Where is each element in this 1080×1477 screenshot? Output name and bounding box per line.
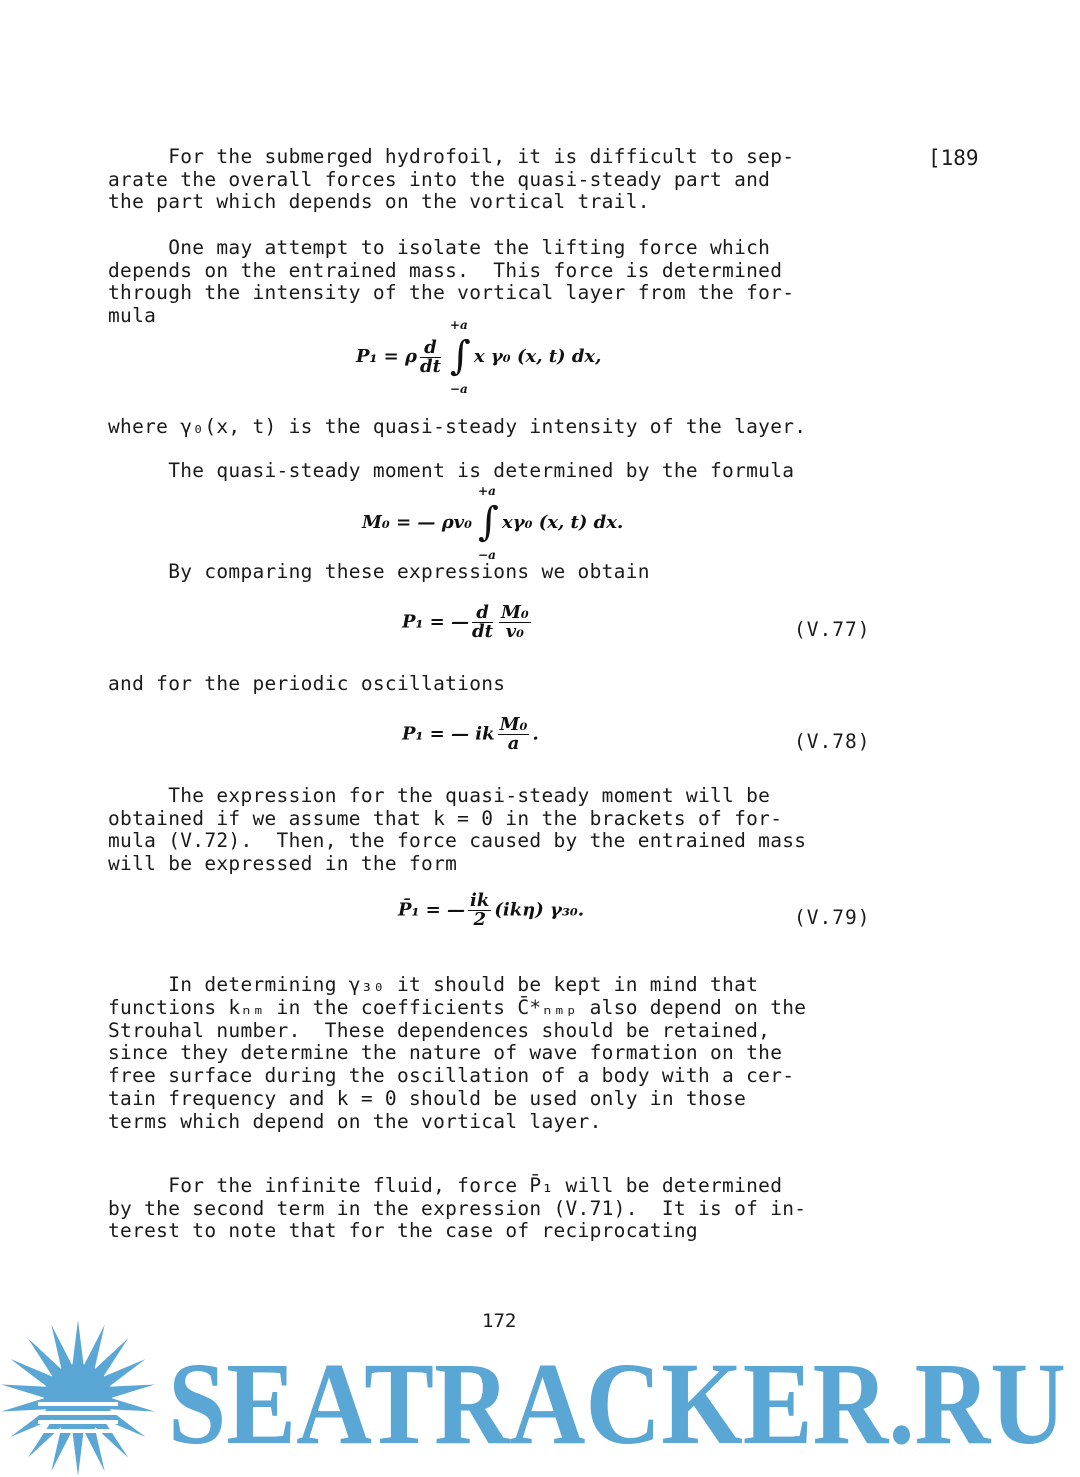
numerator: d [472,604,493,623]
formula-lhs: P₁ = — [402,611,470,633]
integrand: x γ₀ (x, t) dx, [473,346,602,367]
formula-lhs: M₀ = — ρv₀ [362,512,473,533]
formula-lhs: P₁ = — ik [402,723,495,745]
watermark-text: SEATRACKER.RU [168,1338,1066,1469]
upper-limit: +a [449,318,468,332]
integral-sign: +a ∫ −a [449,318,471,396]
equation-number-v77: (V.77) [794,618,871,641]
lower-limit: −a [478,548,496,562]
margin-page-reference: [189 [928,146,979,170]
fraction-1 [472,604,493,641]
numerator: d [420,339,441,358]
fraction [468,892,491,929]
integral-sign: +a ∫ −a [478,484,499,562]
paragraph-7: The expression for the quasi-steady moment will be obtained if we assume that k = 0 in the brackets of for- mula (V.72). Then, the force caused by the entrained mass will be expressed in the form [108,784,807,875]
paragraph-8: In determining γ₃₀ it should be kept in mind that functions kₙₘ in the coefficients C̄*ₙₘₚ also depend on the Strouhal number. These dependences should be retained, since they determine the nature of wave formation on the free surface during the oscillation of a body with a cer- tain frequency and k = 0 should be used only in those terms which depend on the vortical layer. [108,973,807,1133]
equation-number-v78: (V.78) [794,730,871,753]
denominator: dt [472,621,493,642]
formula-v77 [402,604,534,641]
denominator: a [507,733,520,754]
formula-lhs: P̄₁ = — [398,899,466,921]
formula-tail: (ikη) γ₃₀. [494,899,584,921]
paragraph-6: and for the periodic oscillations [108,672,506,695]
denominator: dt [420,355,441,377]
integrand: xγ₀ (x, t) dx. [502,512,624,533]
page-number: 172 [482,1310,517,1332]
lower-limit: −a [449,382,468,396]
numerator: M₀ [500,602,529,623]
paragraph-5: By comparing these expressions we obtain [108,560,650,583]
upper-limit: +a [478,484,496,498]
paragraph-1: For the submerged hydrofoil, it is difficult to sep- arate the overall forces into the quasi-steady part and the part which depends on the vortical trail. [108,145,795,213]
denominator: 2 [473,909,486,930]
denominator: v₀ [505,621,525,642]
paragraph-3: where γ₀(x, t) is the quasi-steady intensity of the layer. [108,415,807,438]
paragraph-4: The quasi-steady moment is determined by the formula [108,459,795,482]
formula-quasi-steady-moment [362,484,624,562]
paragraph-9: For the infinite fluid, force P̄₁ will be determined by the second term in the expression (V.71). It is of in- terest to note that for the case of reciprocating [108,1174,807,1242]
fraction [420,336,441,377]
paragraph-2: One may attempt to isolate the lifting force which depends on the entrained mass. This force is determined through the intensity of the vortical layer from the for- mula [108,236,795,327]
formula-lift-force [356,318,602,396]
formula-v78 [402,716,539,753]
watermark-banner [0,1318,1080,1477]
equation-number-v79: (V.79) [794,906,871,929]
fraction-2 [499,604,531,641]
numerator: ik [470,890,490,911]
formula-v79 [398,892,584,929]
numerator: M₀ [499,714,528,735]
formula-lhs: P₁ = ρ [356,346,418,367]
fraction [498,716,530,753]
formula-tail: . [532,723,539,745]
sunburst-logo-icon [0,1320,156,1476]
